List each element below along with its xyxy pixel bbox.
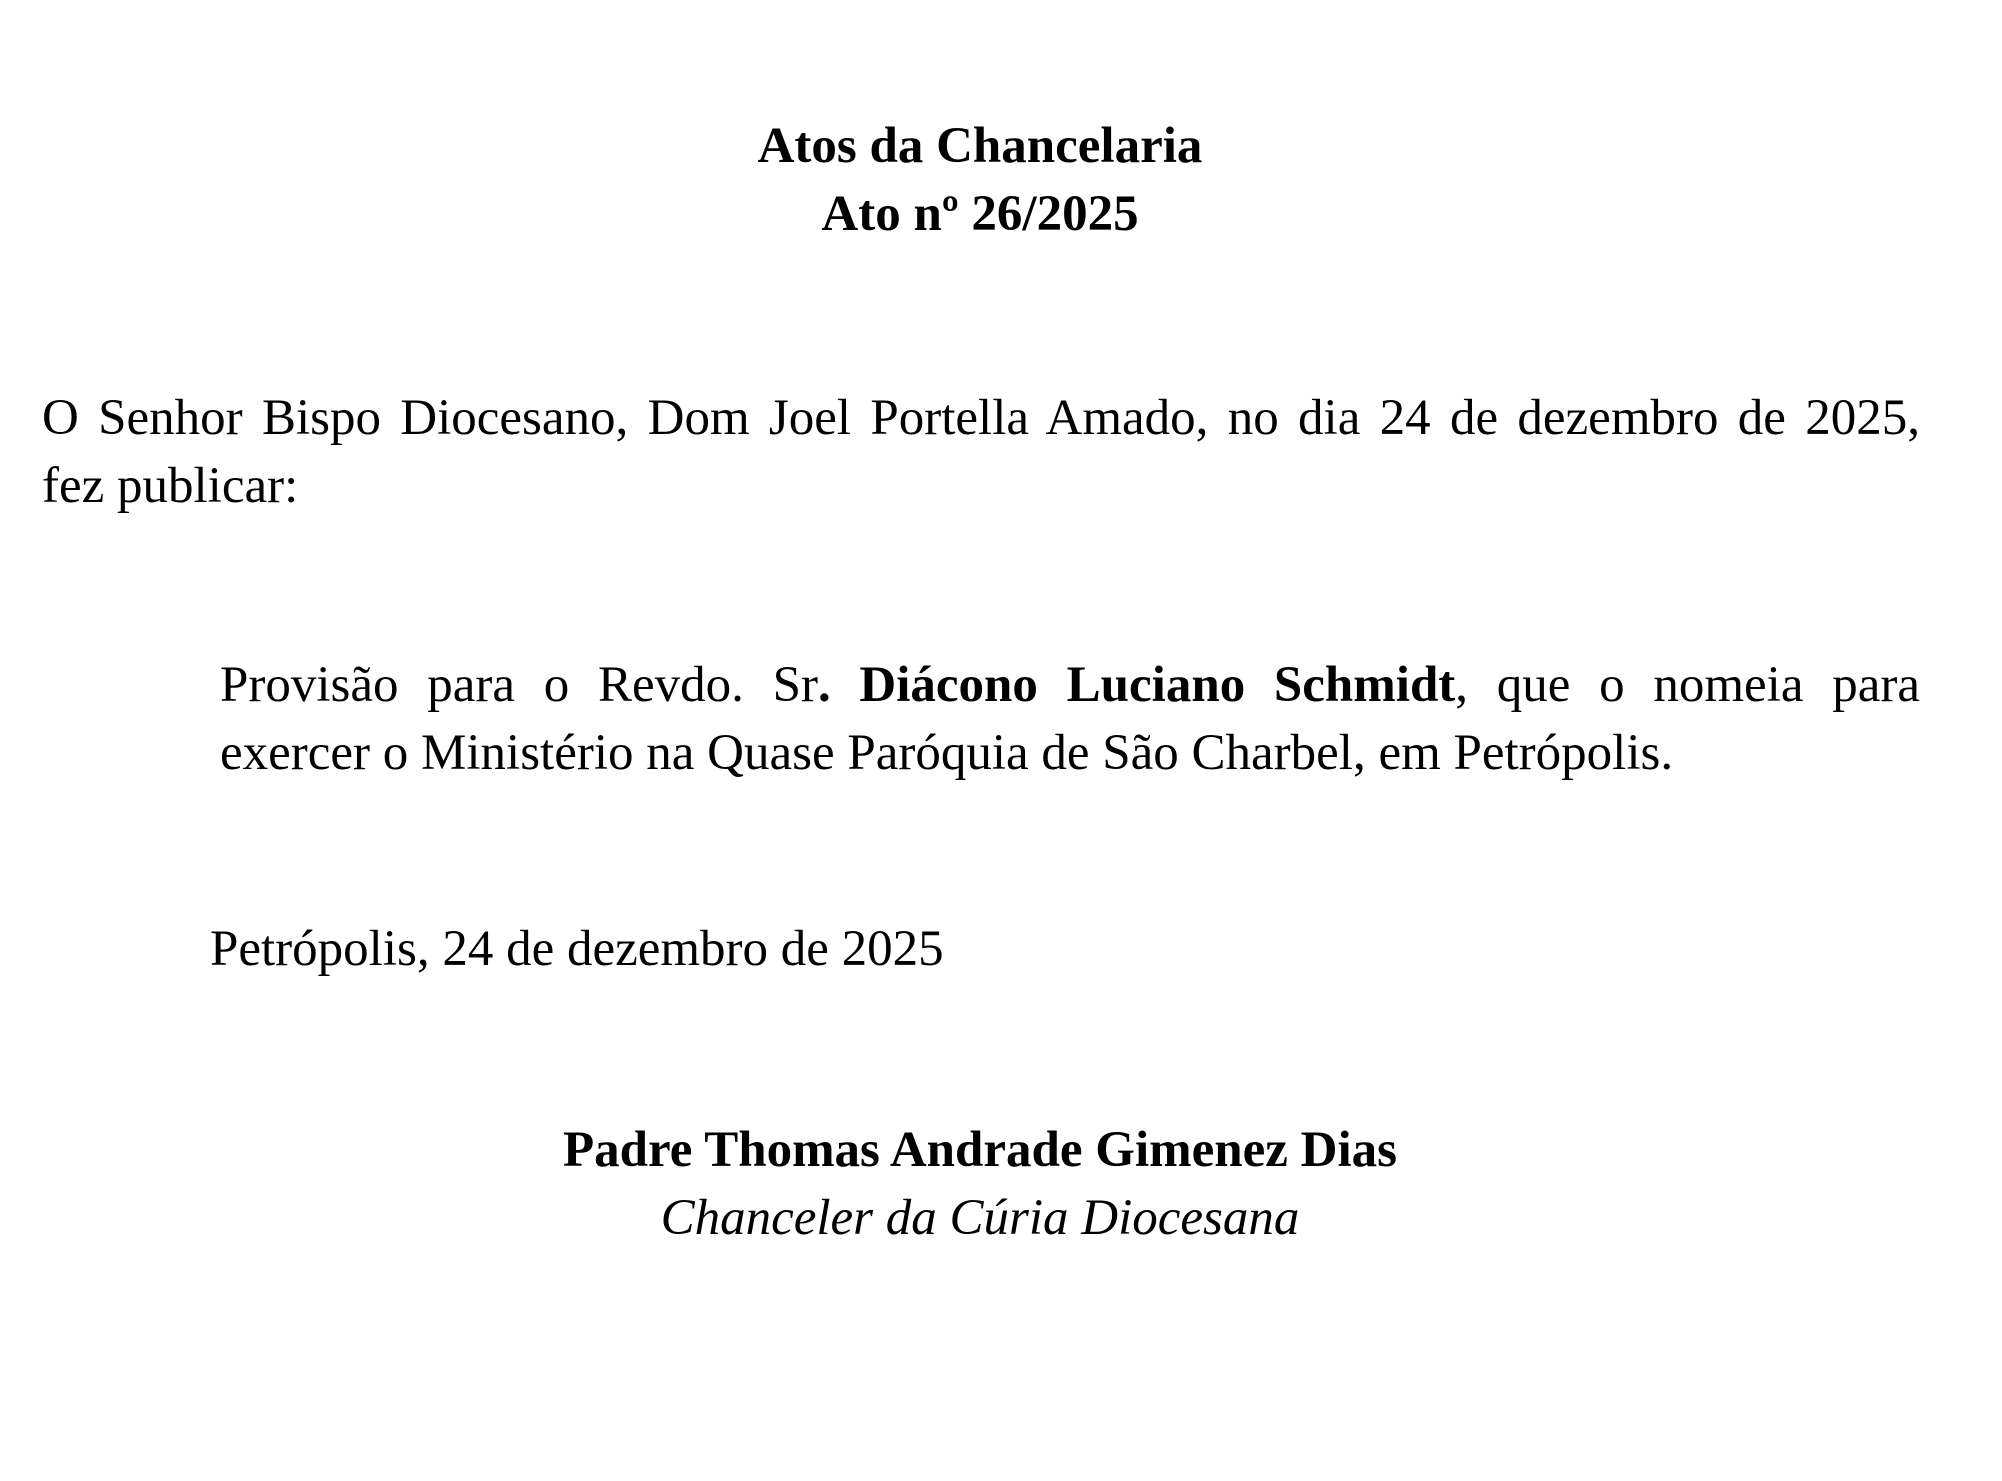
intro-paragraph — [42, 384, 1920, 520]
signatory-name: Padre Thomas Andrade Gimenez Dias — [563, 1122, 1397, 1178]
signature-block — [40, 1116, 1920, 1252]
act-number: Ato nº 26/2025 — [821, 186, 1139, 242]
intro-line-2: fez publicar: — [42, 458, 299, 514]
provision-paragraph — [220, 651, 1920, 787]
document-header — [40, 112, 1920, 248]
signatory-role: Chanceler da Cúria Diocesana — [660, 1190, 1300, 1246]
provision-line-1 — [220, 651, 1920, 719]
provision-line-2: exercer o Ministério na Quase Paróquia de São Charbel, em Petrópolis. — [220, 725, 1674, 781]
provision-text-pre: Provisão para o Revdo. Sr — [220, 657, 818, 713]
document-title: Atos da Chancelaria — [757, 118, 1203, 174]
deacon-name: . Diácono Luciano Schmidt — [817, 657, 1456, 713]
intro-line-1: O Senhor Bispo Diocesano, Dom Joel Portella Amado, no dia 24 de dezembro de 2025, — [42, 390, 1920, 446]
place-date-line: Petrópolis, 24 de dezembro de 2025 — [210, 921, 944, 977]
provision-text-post: , que o nomeia para — [1455, 657, 1920, 713]
